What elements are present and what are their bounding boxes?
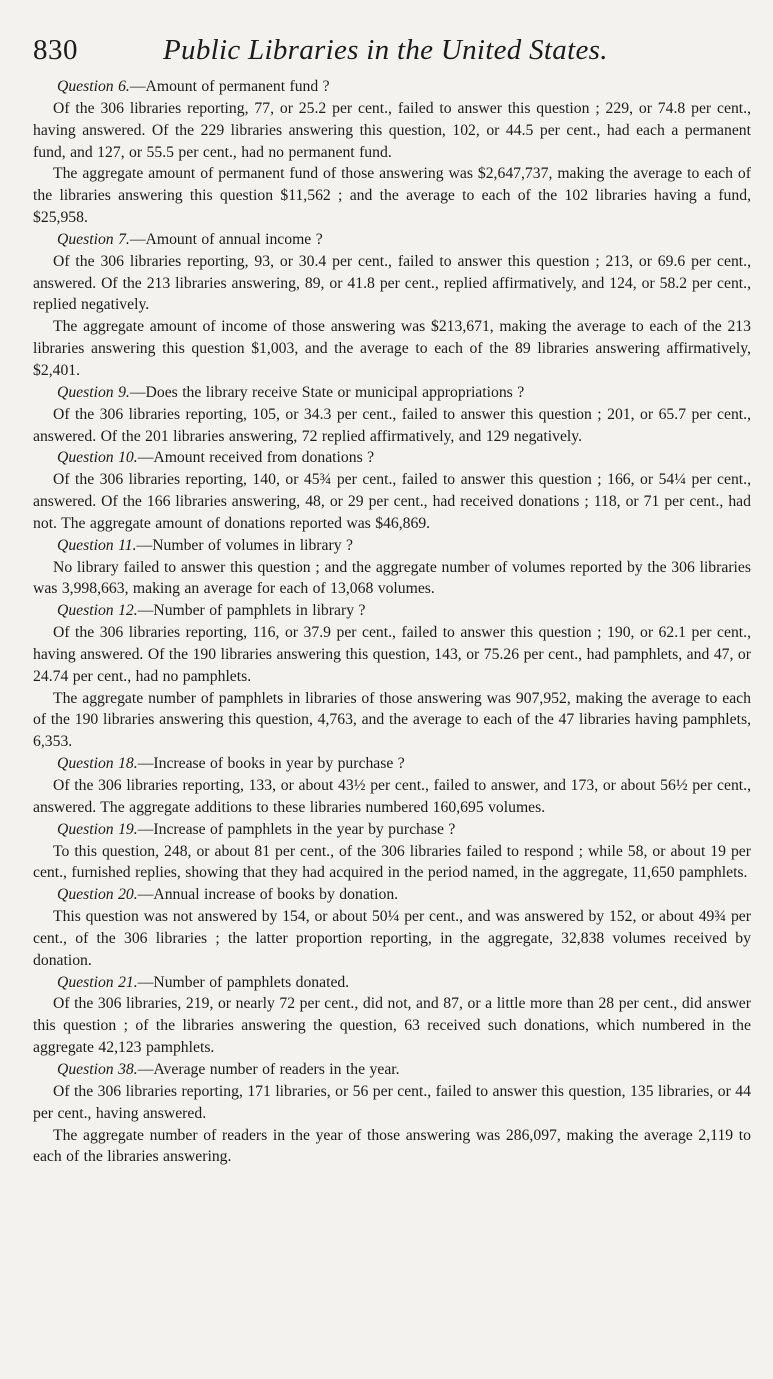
question-heading: [33, 819, 751, 841]
paragraph: Of the 306 libraries reporting, 140, or 45¾ per cent., failed to answer this question ; 166, or 54¼ per cent., answered. Of the 166 libraries answering, 48, or 29 per cent., had received donations ; 118, or 71 per cent., had not. The aggregate amount of donations reported was $46,869.: [33, 471, 751, 532]
question-title: —Number of volumes in library ?: [136, 536, 353, 554]
question-title: —Number of pamphlets in library ?: [137, 602, 366, 620]
paragraph: To this question, 248, or about 81 per cent., of the 306 libraries failed to respond ; while 58, or about 19 per cent., furnished replies, showing that they had acquired in the period named, in the aggregate, 11,650 pamphlets.: [33, 842, 751, 882]
running-title: Public Libraries in the United States.: [163, 34, 608, 66]
paragraph: Of the 306 libraries reporting, 105, or 34.3 per cent., failed to answer this question ; 201, or 65.7 per cent., answered. Of the 201 libraries answering, 72 replied affirmatively, and 129 negatively.: [33, 405, 751, 445]
question-label: Question 7.: [57, 230, 130, 248]
paragraph: The aggregate number of pamphlets in libraries of those answering was 907,952, making the average to each of the 190 libraries answering this question, 4,763, and the average to each of the 47 libraries having pamphlets, 6,353.: [33, 689, 751, 751]
question-label: Question 12.: [57, 602, 138, 620]
paragraph: Of the 306 libraries reporting, 171 libraries, or 56 per cent., failed to answer this question, 135 libraries, or 44 per cent., having answered.: [33, 1082, 751, 1122]
page-number: 830: [33, 34, 78, 66]
question-title: —Does the library receive State or municipal appropriations ?: [129, 383, 525, 401]
question-label: Question 11.: [57, 536, 137, 554]
question-title: —Amount of annual income ?: [129, 230, 323, 248]
question-title: —Increase of pamphlets in the year by purchase ?: [137, 820, 456, 838]
question-heading: [33, 884, 751, 906]
question-title: —Average number of readers in the year.: [137, 1060, 400, 1078]
paragraph: This question was not answered by 154, or about 50¼ per cent., and was answered by 152, or about 49¾ per cent., of the 306 libraries ; the latter proportion reporting, in the aggregate, 32,838 volumes received by donation.: [33, 908, 751, 969]
question-label: Question 20.: [57, 886, 138, 904]
question-label: Question 18.: [57, 755, 138, 773]
paragraph: Of the 306 libraries reporting, 77, or 25.2 per cent., failed to answer this question ; 229, or 74.8 per cent., having answered. Of the 229 libraries answering this question, 102, or 44.5 per cent., had each a permanent fund, and 127, or 55.5 per cent., had no permanent fund.: [33, 99, 751, 161]
paragraph: Of the 306 libraries reporting, 116, or 37.9 per cent., failed to answer this question ; 190, or 62.1 per cent., having answered. Of the 190 libraries answering this question, 143, or 75.26 per cent., had pamphlets, and 47, or 24.74 per cent., had no pamphlets.: [33, 624, 751, 685]
paragraph: The aggregate number of readers in the year of those answering was 286,097, making the average 2,119 to each of the libraries answering.: [33, 1126, 751, 1166]
question-title: —Number of pamphlets donated.: [137, 973, 350, 991]
question-title: —Increase of books in year by purchase ?: [137, 755, 405, 773]
question-label: Question 9.: [57, 383, 130, 401]
question-heading: [33, 600, 751, 622]
question-heading: [33, 382, 751, 404]
question-heading: [33, 1059, 751, 1081]
question-title: —Amount of permanent fund ?: [129, 78, 330, 95]
question-label: Question 10.: [57, 449, 138, 467]
paragraph: Of the 306 libraries reporting, 93, or 30.4 per cent., failed to answer this question ; 213, or 69.6 per cent., answered. Of the 213 libraries answering, 89, or 41.8 per cent., replied affirmatively, and 124, or 58.2 per cent., replied negatively.: [33, 252, 751, 314]
question-heading: [33, 447, 751, 469]
question-heading: [33, 972, 751, 994]
paragraph: No library failed to answer this question ; and the aggregate number of volumes reported by the 306 libraries was 3,998,663, making an average for each of 13,068 volumes.: [33, 558, 751, 598]
question-heading: [33, 229, 751, 251]
page-header: [33, 34, 751, 76]
question-heading: [33, 76, 751, 98]
paragraph: Of the 306 libraries reporting, 133, or about 43½ per cent., failed to answer, and 173, or about 56½ per cent., answered. The aggregate additions to these libraries numbered 160,695 volumes.: [33, 777, 751, 816]
question-label: Question 38.: [57, 1060, 138, 1078]
page-body: [33, 76, 751, 1168]
question-label: Question 19.: [57, 820, 138, 838]
paragraph: Of the 306 libraries, 219, or nearly 72 per cent., did not, and 87, or a little more than 28 per cent., did answer this question ; of the libraries answering the question, 63 received such donations, which numbered in the aggregate 42,123 pamphlets.: [33, 995, 751, 1057]
question-title: —Amount received from donations ?: [137, 449, 375, 467]
question-heading: [33, 535, 751, 557]
question-label: Question 6.: [57, 78, 130, 95]
paragraph: The aggregate amount of permanent fund of those answering was $2,647,737, making the average to each of the libraries answering this question $11,562 ; and the average to each of the 102 libraries having a fund, $25,958.: [33, 165, 751, 227]
paragraph: The aggregate amount of income of those answering was $213,671, making the average to each of the 213 libraries answering this question $1,003, and the average to each of the 89 libraries answering affirmatively, $2,401.: [33, 318, 751, 379]
question-title: —Annual increase of books by donation.: [137, 886, 399, 904]
question-label: Question 21.: [57, 973, 138, 991]
question-heading: [33, 753, 751, 775]
